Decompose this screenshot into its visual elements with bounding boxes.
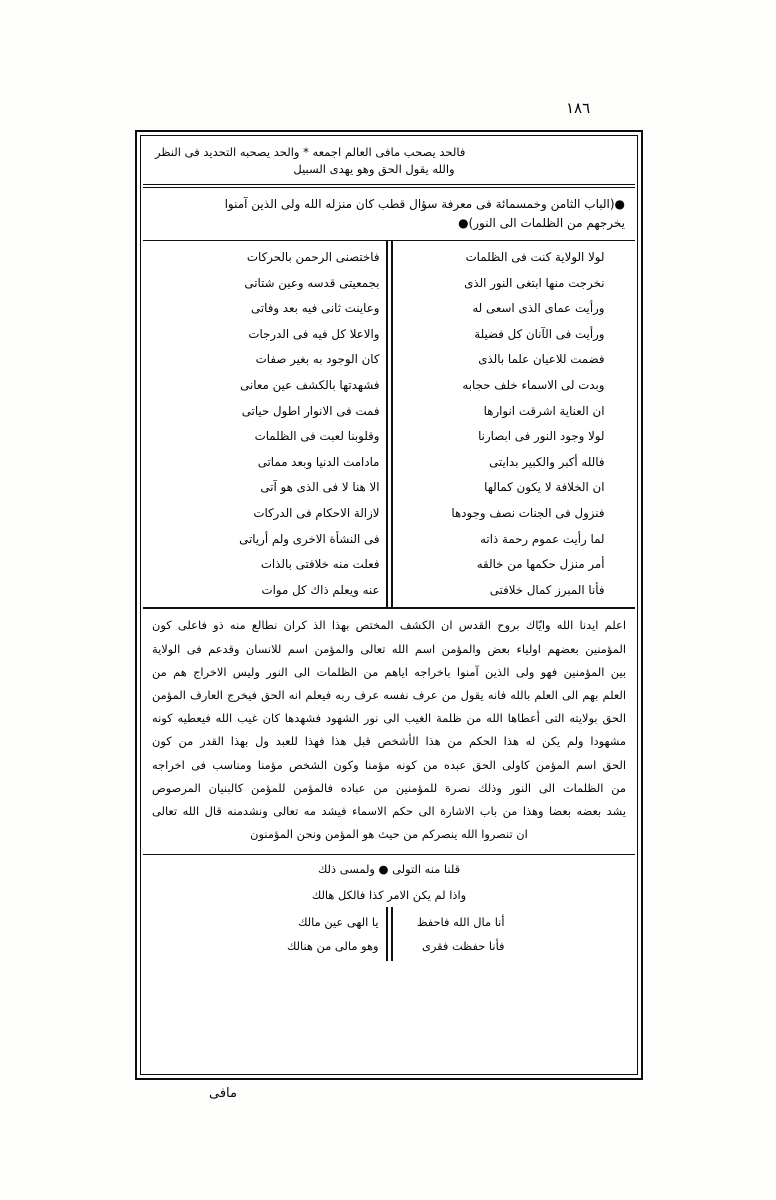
verse-line: لولا الولاية كنت فى الظلمات	[465, 250, 605, 264]
prose-line: العلم بهم الى العلم بالله فانه يقول من عرف نفسه عرف ربه فيعلم انه الحق فيخرج العارف المؤمن	[152, 687, 626, 702]
bottom-verse-line: يا الهى عين مالك	[298, 915, 379, 930]
verse-table	[143, 240, 635, 608]
verse-line: وعاينت ثانى فيه بعد وفاتى	[251, 301, 380, 316]
verse-line: نخرجت منها ابتغى النور الذى	[464, 275, 605, 290]
folio-number: ١٨٦	[566, 99, 591, 117]
verse-line: وبدت لى الاسماء خلف حجابه	[462, 377, 605, 392]
verse-line: فالله أكبر والكبير بدايتى	[489, 454, 605, 469]
verse-line: أمر منزل حكمها من خالقه	[476, 557, 605, 572]
bottom-verse-line: فأنا حفظت فقرى	[421, 939, 505, 954]
verse-line: ان العناية اشرقت انوارها	[483, 403, 605, 418]
verse-line: فعلت منه خلافتى بالذات	[260, 557, 380, 572]
catchword: مافى	[209, 1086, 237, 1101]
page-border-frame	[135, 130, 643, 1080]
chapter-heading-line: ●(الباب الثامن وخمسمائة فى معرفة سؤال قطب كان منزله الله ولى الذين آمنوا	[224, 197, 625, 211]
verse-line: فى النشأة الاخرى ولم أرياتى	[239, 531, 380, 546]
top-prose-line: والله يقول الحق وهو يهدى السبيل	[293, 162, 455, 176]
prose-line: الحق اسم المؤمن كاولى الحق عبده من كونه مؤمنا وكون الشخص مؤمنا ومناسب فى اخراجه	[152, 757, 626, 772]
verse-line: عنه ويعلم ذاك كل موات	[261, 582, 380, 597]
verse-line: كان الوجود به بغير صفات	[255, 352, 380, 367]
verse-line: فأنا المبرز كمال خلافتى	[489, 582, 605, 597]
verse-line: لازالة الاحكام فى الدركات	[253, 505, 380, 520]
prose-line: المؤمنين بعضهم اولياء بعض والمؤمن اسم الله تعالى والمؤمن اسم للانسان وقدعم فى الولاية	[152, 641, 626, 656]
verse-line: وقلوبنا لعبت فى الظلمات	[254, 429, 380, 444]
bottom-verse-separator	[387, 907, 392, 961]
verse-line: ورأيت فى الآنان كل فضيلة	[474, 326, 605, 341]
prose-line: ان تنصروا الله ينصركم من حيث هو المؤمن ونحن المؤمنون	[250, 827, 528, 842]
verse-line: فاختصنى الرحمن بالحركات	[246, 250, 380, 264]
page-inner-content	[143, 138, 635, 1072]
top-prose-block	[143, 138, 635, 182]
verse-line: الا هنا لا فى الذى هو آتى	[260, 480, 380, 495]
prose-line: يشد بعضه بعضا وهذا من باب الاشارة الى حكم الاسماء فيشد مه تعالى ونشدمنه قال الله تعالى	[152, 803, 626, 818]
prose-line: الحق بولايته التى أعطاها الله من ظلمة الغيب الى نور الشهود فشهدها كان غيب الله فيعطيه كونه	[152, 711, 626, 726]
verse-line: بجمعيتى قدسه وعين شتاتى	[244, 275, 380, 290]
verse-line: والاعلا كل فيه فى الدرجات	[248, 326, 380, 341]
verse-line: فمت فى الانوار اطول حياتى	[241, 403, 380, 418]
prose-block	[143, 608, 635, 852]
prose-line: مشهودا ولم يكن له هذا الحكم من هذا الأشخص قبل هذا فهذا للعبد ول بهذا القدر من كون	[152, 734, 626, 749]
bottom-verse-column-right	[392, 907, 512, 961]
bottom-verse-line: وهو مالى من هنالك	[286, 939, 379, 954]
verse-line: لولا وجود النور فى ابصارنا	[478, 429, 605, 444]
verse-line: فنزول فى الجنات نصف وجودها	[451, 505, 605, 520]
bottom-verse-header-line: قلنا منه التولى ● ولمسى ذلك	[317, 862, 461, 877]
verse-line: مادامت الدنيا وبعد مماتى	[257, 454, 380, 469]
chapter-heading	[143, 188, 635, 239]
bottom-verse-column-left	[267, 907, 387, 961]
verse-column-right	[392, 241, 611, 607]
verse-column-separator	[387, 241, 392, 607]
bottom-verse-table	[143, 854, 635, 961]
bottom-verse-second-line: واذا لم يكن الامر كذا فالكل هالك	[311, 888, 467, 903]
top-prose-line: فالحد يصحب مافى العالم اجمعه * والحد يصحبه التحديد فى النظر	[155, 145, 466, 159]
verse-line: لما رأيت عموم رحمة ذاته	[480, 531, 605, 546]
verse-column-left	[168, 241, 387, 607]
chapter-heading-line: يخرجهم من الظلمات الى النور)●	[458, 216, 625, 230]
verse-line: ورأيت عماى الذى اسعى له	[472, 301, 605, 316]
prose-line: بين المؤمنين فهو ولى الذين آمنوا باخراجه اياهم من الظلمات الى النور وليس الاخراج هم من	[152, 664, 626, 679]
bottom-verse-line: أنا مال الله فاحفظ	[416, 915, 505, 930]
prose-line: اعلم ايدنا الله وايّاك بروح القدس ان الكشف المختص بهذا الذ كران نطالع منه ذو فاعلى كون	[152, 618, 626, 633]
verse-line: فشهدتها بالكشف عين معانى	[240, 377, 380, 392]
prose-line: من الظلمات الى النور وذلك نصرة للمؤمنين من عباده فالمؤمن للمؤمن كالبنيان المرصوص	[152, 780, 626, 795]
verse-line: ان الخلافة لا يكون كمالها	[484, 480, 605, 495]
verse-line: فضمت للاعيان علما بالذى	[478, 352, 605, 367]
